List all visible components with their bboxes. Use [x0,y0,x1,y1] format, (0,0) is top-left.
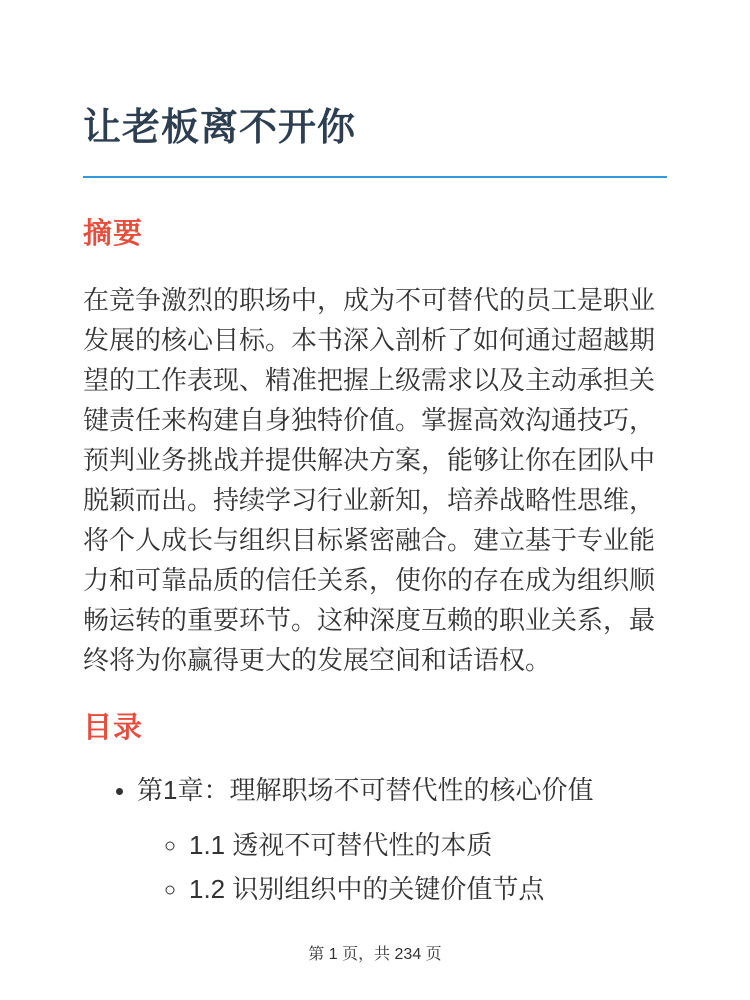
page-number-info: 第 1 页，共 234 页 [308,946,442,963]
toc-subitem [189,869,667,909]
page-title: 让老板离不开你 [83,107,357,149]
toc-chapter-item [137,770,667,909]
toc-subitem-label: 1.2 识别组织中的关键价值节点 [189,874,545,905]
toc-chapter-label: 第1章：理解职场不可替代性的核心价值 [137,775,594,806]
abstract-text: 在竞争激烈的职场中，成为不可替代的员工是职业发展的核心目标。本书深入剖析了如何通过超越期望的工作表现、精准把握上级需求以及主动承担关键责任来构建自身独特价值。掌握高效沟通技巧，预判业务挑战并提供解决方案，能够让你在团队中脱颖而出。持续学习行业新知，培养战略性思维，将个人成长与组织目标紧密融合。建立基于专业能力和可靠品质的信任关系，使你的存在成为组织顺畅运转的重要环节。这种深度互赖的职业关系，最终将为你赢得更大的发展空间和话语权。 [83,284,656,675]
toc-subitem-label: 1.1 透视不可替代性的本质 [189,830,493,861]
toc-list [83,770,667,909]
page-footer [0,941,750,964]
section-heading-abstract: 摘要 [83,217,144,250]
toc-subitem [189,825,667,865]
toc-sublist [137,825,667,909]
title-divider [83,176,667,178]
section-heading-toc: 目录 [83,711,144,744]
